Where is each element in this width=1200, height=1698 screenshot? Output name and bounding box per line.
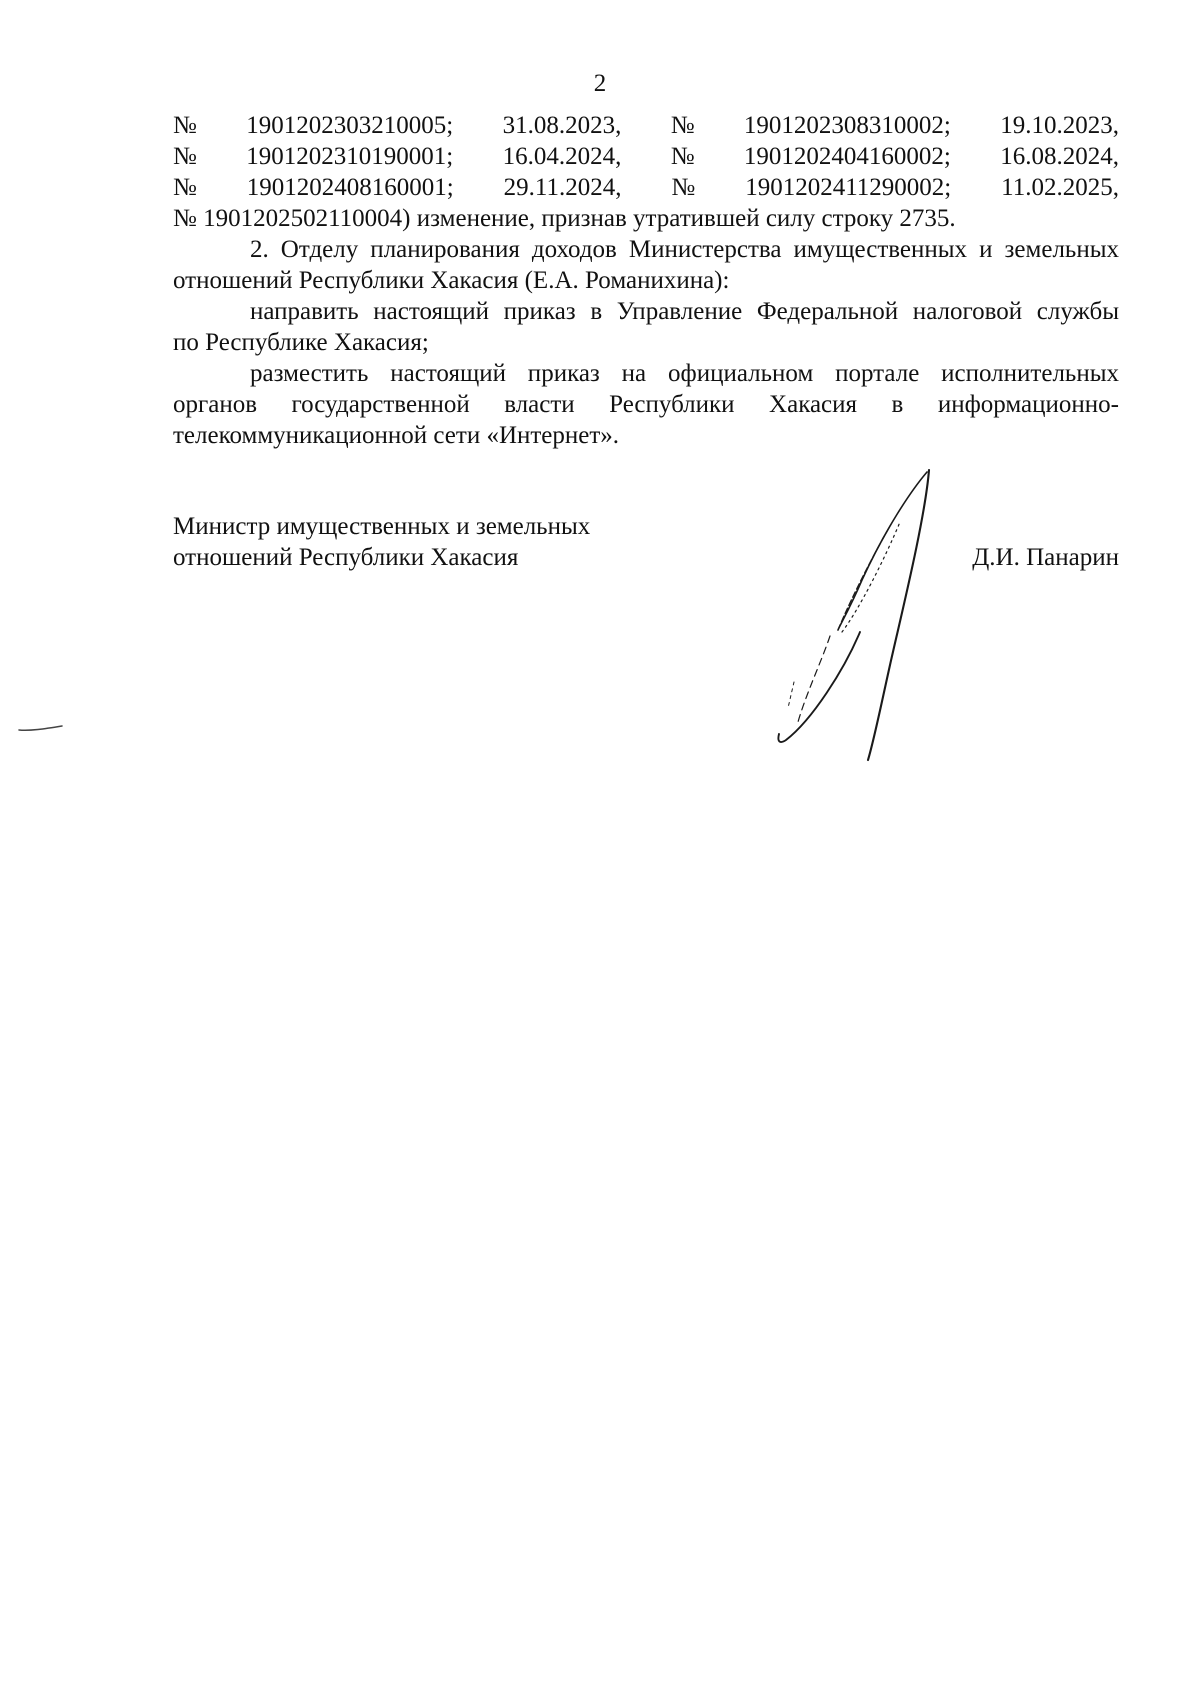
- registry-date: 16.08.2024,: [1000, 143, 1119, 170]
- registry-row: [173, 172, 1119, 203]
- registry-number: 1901202404160002;: [743, 143, 951, 170]
- signatory-title-line: отношений Республики Хакасия: [173, 544, 519, 571]
- registry-number: 1901202303210005;: [246, 112, 454, 139]
- registry-date: 16.04.2024,: [502, 143, 622, 170]
- number-sign: №: [173, 174, 197, 201]
- signatory-name: Д.И. Панарин: [972, 544, 1119, 571]
- number-sign: №: [670, 112, 695, 139]
- number-sign: №: [173, 143, 197, 170]
- registry-date: 31.08.2023,: [502, 112, 622, 139]
- item-2-line: 2. Отделу планирования доходов Министерства имущественных и земельных: [250, 236, 1119, 263]
- signatory-title-line: Министр имущественных и земельных: [173, 513, 591, 540]
- handwritten-signature: [740, 460, 940, 770]
- signature-block: [173, 511, 1119, 573]
- page-number: 2: [593, 70, 607, 97]
- send-order-line: направить настоящий приказ в Управление Федеральной налоговой службы: [250, 298, 1119, 325]
- send-order-line: по Республике Хакасия;: [173, 329, 429, 356]
- document-body: [173, 110, 1119, 451]
- publish-order-line: разместить настоящий приказ на официальном портале исполнительных: [250, 360, 1119, 387]
- registry-number: 1901202310190001;: [246, 143, 454, 170]
- number-sign: №: [670, 143, 695, 170]
- registry-date: 29.11.2024,: [503, 174, 622, 201]
- registry-row: [173, 141, 1119, 172]
- registry-date: 19.10.2023,: [1000, 112, 1119, 139]
- number-sign: №: [671, 174, 696, 201]
- registry-number: 1901202411290002;: [745, 174, 952, 201]
- registry-date: 11.02.2025,: [1001, 174, 1119, 201]
- registry-end-line: № 1901202502110004) изменение, признав утратившей силу строку 2735.: [173, 205, 956, 232]
- edge-mark: [18, 722, 64, 734]
- registry-number: 1901202408160001;: [246, 174, 454, 201]
- publish-order-line: органов государственной власти Республики Хакасия в информационно-: [173, 391, 1119, 418]
- publish-order-line: телекоммуникационной сети «Интернет».: [173, 422, 620, 449]
- item-2-line: отношений Республики Хакасия (Е.А. Романихина):: [173, 267, 730, 294]
- registry-row: [173, 110, 1119, 141]
- signatory-title: [173, 511, 590, 573]
- number-sign: №: [173, 112, 197, 139]
- registry-number: 1901202308310002;: [743, 112, 951, 139]
